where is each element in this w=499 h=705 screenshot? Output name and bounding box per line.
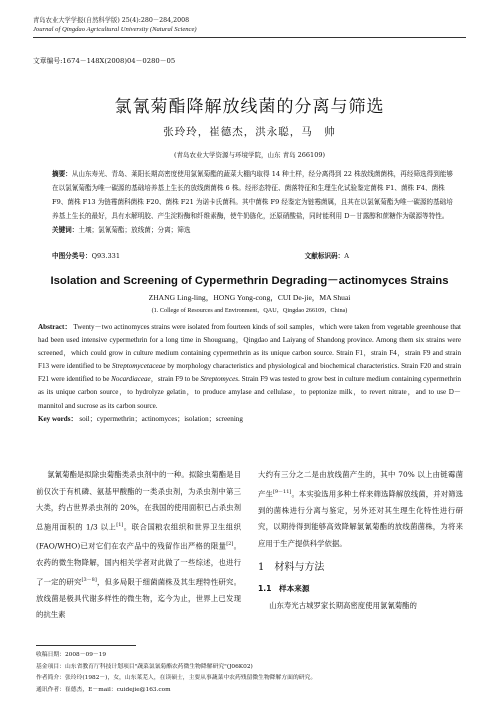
keywords-cn-label: 关键词： (52, 226, 79, 234)
citation[interactable]: [2] (226, 540, 234, 547)
section-heading-materials-methods: 1 材料与方法 (258, 562, 325, 574)
author-bio: 作者简介：张玲玲(1982－)，女，山东莱芜人，在读硕士，主要从事蔬菜中农药残留微生物降解方面的研究。 (36, 675, 317, 682)
intro-text-2: 。联合国粮农组织和世界卫生组织(FAO/WHO)已对它们在农产品中的残留作出严格的限量 (36, 522, 241, 551)
taxon-nocardiaceae: Nocardiaceae (111, 375, 151, 384)
doc-code-value: A (344, 252, 349, 260)
article-number: 文章编号:1674－148X(2008)04－0280－05 (33, 57, 176, 65)
keywords-en-text: soil；cypermethrin；actinomyces；isolation；screening (79, 414, 243, 423)
corresponding-author: 通讯作者：崔德杰，E－mail：cuidejie@163.com (36, 687, 171, 694)
document-code (305, 250, 349, 260)
abstract-cn-text: 从山东寿光、青岛、莱阳长期高密度使用氯氰菊酯的蔬菜大棚内取得 14 种土样，经分离得到 22 株放线菌菌株，再经筛选得到能够在以氯氰菊酯为唯一碳源的基础培养基上生长的放线菌菌株 6 株。经形态特征、菌落特征和生理生化试验鉴定菌株 F1、菌株 F4、菌株 F9、菌株 F13 为链霉菌科菌株 F20、菌株 F21 为诺卡氏菌科。其中菌株 F9 经鉴定为链霉菌属，且其在以氯氰菊酯为唯一碳源的基础培养基上生长的最好，具有水解明胶、产生淀粉酶和纤维素酶，使牛奶胨化，还原硝酸盐，同时能利用 D－甘露醇和蔗糖作为碳源等特性。 (52, 170, 454, 220)
footnotes (36, 650, 316, 697)
received-date: 收稿日期：2008－09－19 (36, 652, 107, 658)
abstract-en-text-1: Twenty－two actinomyces strains were isolated from fourteen kinds of soil samples，which were taken from vegetable greenhouse that had been used intensive cypermethrin for a long time in Shouguang，Qingdao and Laiyang of Shandong province. Among them six strains were screened，which could grow in culture medium containing cypermethrin as its unique carbon source. Strain F1，strain F4，strain F9 and strain F13 were identified to be (38, 323, 461, 371)
abstract-en-text-2: by morphology characteristics and physiological and biochemical characteristics. Strain F20 and strain F21 were identified to be (38, 362, 461, 384)
citation[interactable]: [3－8] (81, 576, 97, 583)
footnote-rule (36, 645, 136, 646)
body-column-right (258, 467, 463, 614)
journal-name-en: Journal of Qingdao Agricultural University (Natural Science) (33, 26, 197, 33)
taxon-streptomycetaceae: Streptomycetaceae (112, 362, 166, 371)
taxon-streptomyces: Streptomyces (200, 375, 239, 384)
intro-text-3: 。农药的微生物降解，国内相关学者对此做了一些综述，也进行了一定的研究 (36, 541, 241, 586)
classification-row (52, 250, 457, 260)
fund-info: 基金项目：山东省教育厅科技计划项目"蔬菜氯氰菊酯农药微生物降解研究"(J06K02) (36, 663, 253, 670)
abstract-en-text-3: ，strain F9 to be (150, 375, 201, 384)
header-rule (33, 37, 466, 38)
intro-text-5: 大约有三分之二是由放线菌产生的，其中 70% 以上由链霉菌产生 (258, 470, 463, 499)
title-en: Isolation and Screening of Cypermethrin Degrading－actinomyces Strains (50, 275, 449, 287)
authors-en: ZHANG Ling-ling，HONG Yong-cong，CUI De-jie，MA Shuai (148, 293, 351, 302)
affiliation-cn: (青岛农业大学资源与环境学院，山东 青岛 266109) (173, 151, 326, 159)
affiliation-en: (1. College of Resources and Environment，QAU，Qingdao 266109，China) (151, 307, 348, 314)
citation[interactable]: [9－11] (272, 488, 292, 495)
abstract-cn-label: 摘要： (52, 170, 72, 178)
intro-text-1: 氯氰菊酯是拟除虫菊酯类杀虫剂中的一种。拟除虫菊酯是目前仅次于有机磷、氨基甲酸酯的一类杀虫剂，为杀虫剂中第三大类，约占世界杀虫剂的 20%，在我国的使用面积已占杀虫剂总施用面积的 1/3 以上 (36, 470, 241, 532)
body-column-left (36, 467, 241, 624)
abstract-cn (52, 167, 457, 237)
clc-label: 中图分类号： (52, 252, 92, 260)
intro-text-6: 。本实验选用多种土样来筛选降解放线菌，并对筛选到的菌株进行分离与鉴定，另外还对其生理生化特性进行研究，以期待得到能够高效降解氯氰菊酯的放线菌菌株，为将来应用于生产提供科学依据。 (258, 489, 463, 548)
keywords-en-label: Key words： (38, 414, 78, 423)
abstract-en (38, 321, 461, 426)
intro-continued (258, 467, 463, 552)
clc-number (52, 250, 120, 260)
authors-cn: 张玲玲，崔德杰，洪永聪，马 帅 (163, 126, 336, 138)
doc-code-label: 文献标识码： (304, 252, 345, 260)
subsection-heading-sample-source: 1.1 样本来源 (258, 584, 310, 594)
clc-value: Q93.331 (91, 252, 121, 260)
abstract-en-text-4: . Strain F9 was tested to grow best in culture medium containing cypermethrin as its unique carbon source，to hydrolyze gelatin，to produce amylase and cellulase，to peptonize milk，to revert nitrate，and to use D－mannitol and sucrose as its carbon source. (38, 375, 462, 410)
abstract-en-label: Abstract： (38, 323, 72, 331)
intro-text-4: ，但多局限于细菌菌株及其生理特性研究。放线菌是极具代谢多样性的微生物，迄今为止，世界上已发现的抗生素 (36, 576, 241, 620)
title-cn: 氯氰菊酯降解放线菌的分离与筛选 (114, 97, 385, 117)
sample-source-text: 山东寿光古城罗家长期高密度使用氯氰菊酯的 (269, 600, 417, 610)
journal-header (33, 16, 197, 34)
journal-name-cn: 青岛农业大学学报(自然科学版) 25(4):280－284,2008 (33, 17, 190, 24)
citation[interactable]: [1] (116, 521, 124, 528)
keywords-cn-text: 土壤；氯氰菊酯；放线菌；分离；筛选 (78, 226, 191, 234)
